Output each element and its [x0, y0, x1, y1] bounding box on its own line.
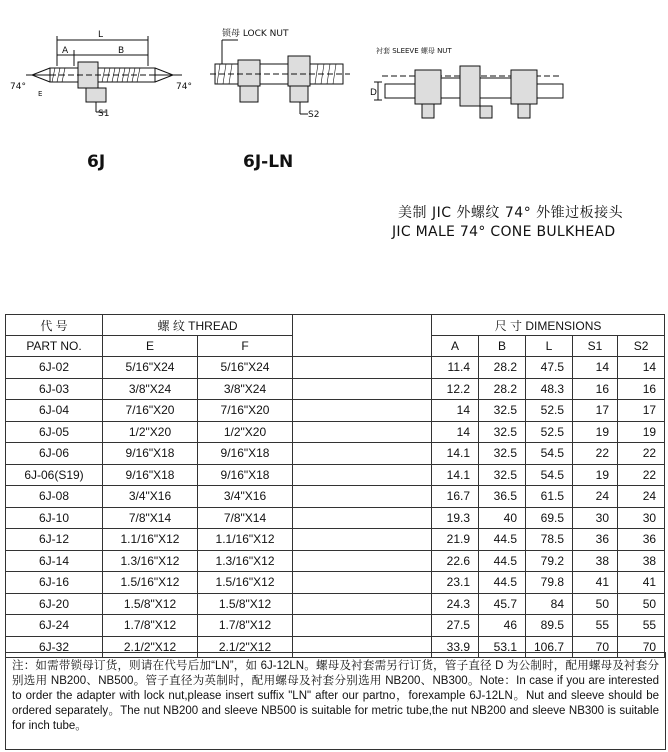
table-row: [6, 507, 665, 529]
cell-b: 46: [479, 615, 526, 637]
cell-blank: [293, 550, 432, 572]
lock-nut-label: 锁母 LOCK NUT: [222, 29, 289, 39]
cell-e: 1.7/8"X12: [103, 615, 198, 637]
cell-blank: [293, 486, 432, 508]
title-english: JIC MALE 74° CONE BULKHEAD: [392, 224, 616, 240]
cell-e: 1.1/16"X12: [103, 529, 198, 551]
cell-a: 16.7: [432, 486, 479, 508]
cell-e: 1.5/16"X12: [103, 572, 198, 594]
title-chinese: 美制 JIC 外螺纹 74° 外锥过板接头: [398, 205, 624, 221]
cell-part: 6J-03: [6, 378, 103, 400]
cell-blank: [293, 400, 432, 422]
table-row: [6, 486, 665, 508]
angle-right-label: 74°: [176, 82, 192, 92]
cell-f: 7/16"X20: [198, 400, 293, 422]
cell-a: 12.2: [432, 378, 479, 400]
cell-f: 9/16"X18: [198, 443, 293, 465]
cell-a: 14: [432, 421, 479, 443]
cell-e: 3/4"X16: [103, 486, 198, 508]
table-row: [6, 529, 665, 551]
cell-l: 61.5: [526, 486, 573, 508]
cell-s2: 22: [618, 443, 665, 465]
cell-s2: 41: [618, 572, 665, 594]
cell-s1: 50: [573, 593, 618, 615]
cell-l: 79.2: [526, 550, 573, 572]
cell-e: 9/16"X18: [103, 443, 198, 465]
cell-l: 78.5: [526, 529, 573, 551]
cell-s2: 17: [618, 400, 665, 422]
cell-b: 44.5: [479, 529, 526, 551]
dim-A-label: A: [62, 46, 69, 56]
drawing-6j: [26, 36, 182, 112]
cell-s1: 16: [573, 378, 618, 400]
header-col-A: A: [432, 336, 479, 357]
dim-B-label: B: [118, 46, 125, 56]
cell-part: 6J-24: [6, 615, 103, 637]
cell-part: 6J-20: [6, 593, 103, 615]
cell-a: 22.6: [432, 550, 479, 572]
cell-b: 44.5: [479, 572, 526, 594]
header-col-B: B: [479, 336, 526, 357]
cell-b: 28.2: [479, 378, 526, 400]
cell-a: 14: [432, 400, 479, 422]
cell-e: 7/16"X20: [103, 400, 198, 422]
cell-f: 1.5/8"X12: [198, 593, 293, 615]
dim-E-label: E: [38, 90, 43, 98]
cell-s1: 19: [573, 421, 618, 443]
cell-b: 32.5: [479, 464, 526, 486]
cell-b: 28.2: [479, 357, 526, 379]
cell-s1: 17: [573, 400, 618, 422]
cell-s1: 22: [573, 443, 618, 465]
cell-s2: 36: [618, 529, 665, 551]
cell-b: 44.5: [479, 550, 526, 572]
cell-s1: 30: [573, 507, 618, 529]
cell-s2: 50: [618, 593, 665, 615]
cell-s1: 70: [573, 636, 618, 658]
cell-f: 7/8"X14: [198, 507, 293, 529]
table-row: [6, 593, 665, 615]
cell-e: 3/8"X24: [103, 378, 198, 400]
cell-s2: 70: [618, 636, 665, 658]
cell-blank: [293, 464, 432, 486]
cell-a: 14.1: [432, 443, 479, 465]
cell-f: 9/16"X18: [198, 464, 293, 486]
table-row: [6, 443, 665, 465]
table-row: [6, 421, 665, 443]
cell-blank: [293, 615, 432, 637]
cell-s1: 19: [573, 464, 618, 486]
header-col-L: L: [526, 336, 573, 357]
cell-s2: 55: [618, 615, 665, 637]
table-row: [6, 357, 665, 379]
cell-s2: 16: [618, 378, 665, 400]
cell-blank: [293, 443, 432, 465]
cell-s2: 19: [618, 421, 665, 443]
cell-f: 1.3/16"X12: [198, 550, 293, 572]
cell-part: 6J-05: [6, 421, 103, 443]
header-blank: [293, 315, 432, 357]
cell-l: 52.5: [526, 421, 573, 443]
cell-f: 3/8"X24: [198, 378, 293, 400]
sleeve-nut-label: 衬套 SLEEVE 螺母 NUT: [376, 47, 452, 55]
cell-e: 1/2"X20: [103, 421, 198, 443]
cell-s2: 24: [618, 486, 665, 508]
cell-blank: [293, 593, 432, 615]
drawing-6jln: [210, 40, 350, 114]
cell-part: 6J-06(S19): [6, 464, 103, 486]
cell-e: 5/16"X24: [103, 357, 198, 379]
dimensions-table: [5, 314, 665, 658]
cell-part: 6J-14: [6, 550, 103, 572]
cell-a: 21.9: [432, 529, 479, 551]
cell-l: 84: [526, 593, 573, 615]
cell-blank: [293, 357, 432, 379]
cell-a: 14.1: [432, 464, 479, 486]
cell-b: 32.5: [479, 443, 526, 465]
cell-l: 106.7: [526, 636, 573, 658]
cell-s2: 38: [618, 550, 665, 572]
cell-part: 6J-32: [6, 636, 103, 658]
cell-b: 45.7: [479, 593, 526, 615]
cell-e: 9/16"X18: [103, 464, 198, 486]
cell-f: 1.5/16"X12: [198, 572, 293, 594]
cell-f: 5/16"X24: [198, 357, 293, 379]
cell-b: 32.5: [479, 400, 526, 422]
cell-a: 33.9: [432, 636, 479, 658]
cell-b: 32.5: [479, 421, 526, 443]
model-label-6j: 6J: [87, 152, 106, 172]
table-row: [6, 615, 665, 637]
dim-S2-label: S2: [308, 110, 320, 120]
header-thread: 螺 纹 THREAD: [103, 315, 293, 336]
cell-f: 1/2"X20: [198, 421, 293, 443]
cell-part: 6J-02: [6, 357, 103, 379]
header-col-F: F: [198, 336, 293, 357]
drawing-assembly: [374, 66, 563, 118]
cell-s2: 30: [618, 507, 665, 529]
cell-b: 53.1: [479, 636, 526, 658]
cell-f: 3/4"X16: [198, 486, 293, 508]
cell-part: 6J-08: [6, 486, 103, 508]
header-col-E: E: [103, 336, 198, 357]
cell-f: 1.7/8"X12: [198, 615, 293, 637]
table-header-row-1: [6, 315, 665, 336]
cell-part: 6J-04: [6, 400, 103, 422]
header-col-S1: S1: [573, 336, 618, 357]
cell-blank: [293, 378, 432, 400]
cell-e: 2.1/2"X12: [103, 636, 198, 658]
cell-blank: [293, 529, 432, 551]
cell-l: 54.5: [526, 443, 573, 465]
cell-a: 19.3: [432, 507, 479, 529]
cell-b: 40: [479, 507, 526, 529]
cell-s2: 14: [618, 357, 665, 379]
cell-blank: [293, 572, 432, 594]
header-dimensions: 尺 寸 DIMENSIONS: [432, 315, 665, 336]
table-row: [6, 400, 665, 422]
cell-part: 6J-12: [6, 529, 103, 551]
order-note: 注：如需带锁母订货，则请在代号后加“LN”，如 6J-12LN。螺母及衬套需另行订货，管子直径 D 为公制时，配用螺母及衬套分别选用 NB200、NB500。管子直径为英制时，配用螺母及衬套分别选用 NB200、NB300。Note：In case if you are interested to order the adapter with lock nut,please insert suffix "LN" after our partno，forexample 6J-12LN。Nut and sleeve should be ordered separately。The nut NB200 and sleeve NB500 is suitable for metric tube,the nut NB200 and sleeve NB300 is suitable for inch tube。: [5, 652, 666, 750]
cell-a: 24.3: [432, 593, 479, 615]
cell-s1: 55: [573, 615, 618, 637]
header-code-cn: 代 号: [6, 315, 103, 336]
dim-L-label: L: [98, 30, 104, 40]
cell-a: 27.5: [432, 615, 479, 637]
cell-s1: 24: [573, 486, 618, 508]
dim-D-label: D: [370, 88, 377, 98]
header-col-S2: S2: [618, 336, 665, 357]
cell-e: 7/8"X14: [103, 507, 198, 529]
cell-s1: 38: [573, 550, 618, 572]
cell-s1: 14: [573, 357, 618, 379]
cell-part: 6J-10: [6, 507, 103, 529]
cell-l: 48.3: [526, 378, 573, 400]
header-part-no: PART NO.: [6, 336, 103, 357]
cell-b: 36.5: [479, 486, 526, 508]
table-row: [6, 464, 665, 486]
cell-a: 23.1: [432, 572, 479, 594]
cell-s1: 41: [573, 572, 618, 594]
angle-left-label: 74°: [10, 82, 26, 92]
cell-l: 52.5: [526, 400, 573, 422]
cell-s1: 36: [573, 529, 618, 551]
model-label-6jln: 6J-LN: [243, 152, 294, 172]
cell-l: 79.8: [526, 572, 573, 594]
cell-e: 1.5/8"X12: [103, 593, 198, 615]
cell-l: 69.5: [526, 507, 573, 529]
cell-f: 2.1/2"X12: [198, 636, 293, 658]
table-row: [6, 550, 665, 572]
cell-a: 11.4: [432, 357, 479, 379]
cell-l: 47.5: [526, 357, 573, 379]
cell-e: 1.3/16"X12: [103, 550, 198, 572]
cell-l: 89.5: [526, 615, 573, 637]
table-row: [6, 378, 665, 400]
cell-f: 1.1/16"X12: [198, 529, 293, 551]
table-row: [6, 572, 665, 594]
dim-S1-label: S1: [98, 109, 110, 119]
cell-part: 6J-06: [6, 443, 103, 465]
cell-part: 6J-16: [6, 572, 103, 594]
cell-blank: [293, 421, 432, 443]
cell-blank: [293, 507, 432, 529]
cell-s2: 22: [618, 464, 665, 486]
cell-l: 54.5: [526, 464, 573, 486]
